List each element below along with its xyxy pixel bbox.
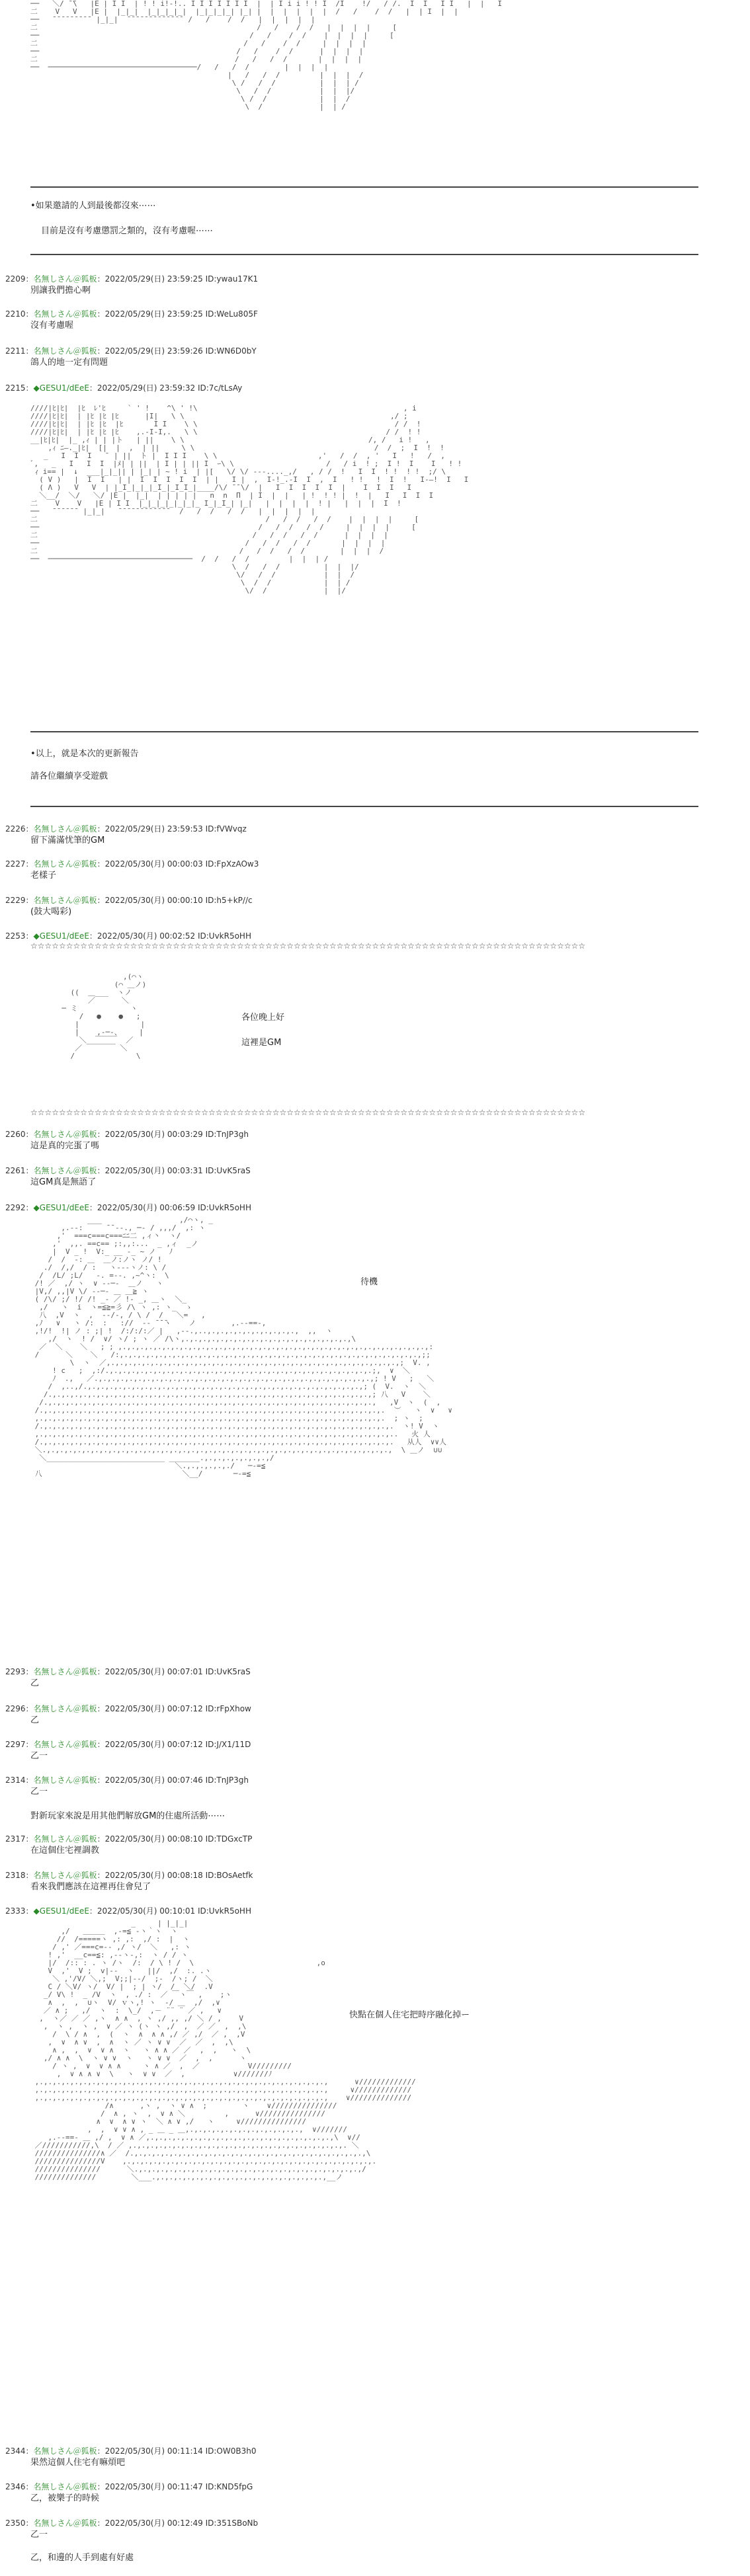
post-number: 2344： bbox=[5, 2446, 34, 2456]
post-header bbox=[5, 1906, 251, 1916]
poster-name[interactable]: 名無しさん＠狐板 bbox=[33, 1704, 97, 1713]
post-meta: ：2022/05/30(月) 00:07:12 ID:J/X1/11D bbox=[97, 1740, 251, 1749]
post-meta: ：2022/05/29(日) 23:59:53 ID:fVWvqz bbox=[97, 824, 247, 834]
post-body-partial: 乙，和邊的人手到處有好處 bbox=[30, 2553, 134, 2563]
post-header bbox=[5, 1130, 249, 1140]
post-number: 2253： bbox=[5, 931, 34, 941]
post-body: 乙，被樂子的時候 bbox=[30, 2493, 100, 2503]
post-header bbox=[5, 859, 259, 869]
divider bbox=[30, 186, 698, 188]
post-number: 2350： bbox=[5, 2518, 34, 2528]
post-meta: ：2022/05/29(日) 23:59:25 ID:WeLu805F bbox=[97, 309, 258, 319]
poster-name[interactable]: 名無しさん＠狐板 bbox=[33, 1740, 97, 1749]
poster-name[interactable]: 名無しさん＠狐板 bbox=[33, 2482, 97, 2491]
post-number: 2211： bbox=[5, 346, 34, 356]
post-header bbox=[5, 346, 257, 356]
post-number: 2314： bbox=[5, 1776, 34, 1785]
poster-name[interactable]: 名無しさん＠狐板 bbox=[33, 896, 97, 905]
post-meta: ：2022/05/30(月) 00:06:59 ID:UvkR5oHH bbox=[89, 1203, 251, 1212]
post-meta: ：2022/05/30(月) 00:03:29 ID:TnJP3gh bbox=[97, 1130, 249, 1139]
note-line: •如果邀請的人到最後都沒來⋯⋯ bbox=[30, 201, 156, 211]
note-line: 目前是沒有考慮懲罰之類的，沒有考慮喔⋯⋯ bbox=[41, 226, 214, 236]
post-number: 2227： bbox=[5, 859, 34, 869]
ascii-art-character-bed: _ | |_|_| ,/ ＿＿＿ ,‐=≦ ‐ヽ｀ヽ ヽ // /=====ヽ ,: ,: ,/ : | ヽ / ,' ／===c=‐‐ ,/ ヽ/ ＼ ,: ヽ ! ,' __c==≦: ,-‐ヽ‐,: ヽ / / ヽ |/ /:: : . ヽ /ヽ /: / \ ! / \ ,o V ,' V ; v|-‐ ヽ ||/ ,/ :. .ヽ ＼ ,'/V/ ＼,; V;;|-‐/ ;- /ヽ; / ＼ C / ＼V/ ヽ/ V/ | ; | ヽ/ / ＼/ .V _/ V\ ! _ /V ヽ , ./ : ／ ￣ヽ￣ , ;ヽ ∧ , , ∪ヽ V/ ｖヽ,! ヽ ‐/ ＿ ,/ ,∨ ／ ∧ ; ,/ ヽ : \_/ ,－ ¨¨ ¨ ／ , ∨ , ヽ／ ／ ／ ,ヽ ∧ ∧ , ヽ ,/ ,, ,/ ＼ / , V , ヽ , ヽ , ∨ ／ ヽ (ヽ ヽ ,/ , ／ ／ , ,\ / \ / ∧ , ( ヽ ∧ ∧ ∧ ,/ ／ ,/ ／ , ,V , ∨ ∧ ∨ , ∧ ヽ ／ ヽ ∨ ∨ ／ ／ , ,\ ∧ , , ∨ ∨ ∧ ヽ ヽ ∧ ∧ ／ ／ , , ヽ \ ,/ ∧ ∧ \ ヽ ∨ ∨ ヽ ヽ ∨ ∨ ／ , , ヽ / ヽ , ∨ ∨ ∧ ∧ ヽ ∧ ／ , ／ V///////// , ∨ ∧ ∧ ∨ \ ヽ ∨ ∨ ／ , ∨///////ﾉ ,.,.,.,.,.,.,.,.,.,.,.,.,.,.,.,.,.,.,.,.,.,.,.,.,.,.,.,.,.,.,.,.,., ∨///////////// ,.,.,.,.,.,.,.,.,.,.,.,.,.,.,.,.,.,.,.,.,.,.,.,.,.,.,.,.,.,.,.,.,., ∨///////////// ,.,.,.,.,.,.,.,.,.,.,.,.,.,.,.,.,.,.,.,.,.,.,.,.,.,.,.,.,.,.,.,.,., ∨////////////// /∧ ,ヽ , ヽ ∨ ∧ ; ヽ ∨/////////////// / ∧ , ヽ , ∨ ∧ ＼ , ∨/////////////// ∧ ∨ ∧ ∨ ヽ ＼ ∧ ∨ ,/ ヽ ∨/////////////// , , ∨ ∨ ∧ , _ ＿ _ ＿,.,.,.,.,.,.,.,.,.,.,.,.,., ∨/////// ,.-‐==- ＿ ,/ , ∨ ∧ ／,.,.,.,.,.,.,.,.,.,.,.,.,.,.,.,.,.,.,.,.,.,\ ∨// ／///////////,\ / ／ ,.,.,.,.,.,.,.,.,.,.,.,.,.,.,.,.,.,.,.,.,.,.,.,.,. ＼ ///////////////∧ ／ /.,.,.,.,.,.,.,.,.,.,.,.,.,.,.,.,.,.,.,.,.,.,.,.,.,.,.,\ ///////////////V ,.,.,.,.,.,.,.,.,.,.,.,.,.,.,.,.,.,.,.,.,.,.,.,.,.,.,.,.,. /////////////// ＼.,.,.,.,.,.,.,.,.,.,.,.,.,.,.,.,.,.,.,.,.,.,.,.,.,.,/ ////////////// ＼___.,.,.,.,.,.,.,.,.,.,.,.,.,.,.,.,.,.,.,.,__ノ bbox=[34, 1919, 416, 2181]
post-number: 2226： bbox=[5, 824, 34, 834]
post-header bbox=[5, 1667, 251, 1677]
poster-name[interactable]: 名無しさん＠狐板 bbox=[33, 309, 97, 319]
post-number: 2215： bbox=[5, 383, 34, 393]
note-line: 請各位繼續享受遊戲 bbox=[30, 771, 108, 781]
greeting-caption: 各位晚上好 bbox=[241, 1013, 285, 1023]
poster-name[interactable]: 名無しさん＠狐板 bbox=[33, 346, 97, 356]
poster-name[interactable]: 名無しさん＠狐板 bbox=[33, 824, 97, 834]
star-border: ☆☆☆☆☆☆☆☆☆☆☆☆☆☆☆☆☆☆☆☆☆☆☆☆☆☆☆☆☆☆☆☆☆☆☆☆☆☆☆☆☆☆☆☆☆☆☆☆☆☆☆☆☆☆☆☆☆☆☆☆☆☆☆☆☆☆☆☆☆☆☆☆☆☆☆☆☆☆ bbox=[30, 1108, 586, 1117]
post-meta: ：2022/05/30(月) 00:08:18 ID:BOsAetfk bbox=[97, 1871, 253, 1880]
post-meta: ：2022/05/30(月) 00:07:46 ID:TnJP3gh bbox=[97, 1776, 249, 1785]
post-body: 看來我們應該在這裡再住會兒了 bbox=[30, 1882, 151, 1892]
waiting-caption: 待機 bbox=[360, 1277, 378, 1287]
post-meta: ：2022/05/30(月) 00:00:03 ID:FpXzAOw3 bbox=[97, 859, 259, 869]
post-header bbox=[5, 1776, 249, 1785]
poster-name[interactable]: 名無しさん＠狐板 bbox=[33, 2518, 97, 2528]
post-meta: ：2022/05/29(日) 23:59:26 ID:WN6D0bY bbox=[97, 346, 257, 356]
post-body: 乙一 bbox=[30, 1751, 48, 1761]
post-number: 2210： bbox=[5, 309, 34, 319]
post-meta: ：2022/05/30(月) 00:07:12 ID:rFpXhow bbox=[97, 1704, 251, 1713]
post-number: 2296： bbox=[5, 1704, 34, 1713]
ascii-art-building: ////|ﾋ|ﾋ| |ﾋ ﾚ'ﾋ ` ' ! ^\ ' !\ , i ////|ﾋ|ﾋ| | |ﾋ |ﾋ |ﾋ |I| \ \ ,/ ; ////|ﾋ|ﾋ| | |ﾋ |ﾋ |ﾋ I I \ \ / / ! ////|ﾋ|ﾋ| | |ﾋ |ﾋ |ﾋ ,.-I-I,. \ \ / / ! ! __|ﾋ|ﾋ| |_ ,ｨ | | |ト | || \ \ /, / i ! , ,ｨ ﾆ―._|ﾋ| [| | , | || \ \ / / ; I ! ! _ I I I ˉ | || ト | I I I \ \ ,' / / , ' I ! / , ﾞ, _ I I I |ﾒ| | || | I | | || I ｰ\ \ / / i ! ; I ! I I ! ! ｨ i== | ↓ ___|_|_|| | |_| | ~ ! i | |[ \/ \/ ---...._,/ , / / ! I I ! ! ! ! ;/ \ ( V ) | I I | | I I I I I | | I | , I-!_.-I I , I ! ! ! I ! I-—! I I ( Λ ) V V | |_I_|_|_|_I_|_I_I_|____/\/ ̄ ̄ \/ | I I I I I | I I I I ＼__/ ＼/ ＼/ |E | |_| | | | | | n n Π | I | | | ! ! ! | ! | I I I I 二 V V |E | I I |_|_|_|_|_|_|_ I_|_I_| |_| | | | | ! | | | | I ! ── ̄ ̄ ̄ ̄ ̄ ̄ |_|_| ̄ ̄ ̄ ̄ ̄ ̄ ̄ ̄ ̄ ̄ ̄ ̄ / / / / / | | | | | 二 / / / / / | | | | [ ── / / / / / | | | | [ 二 / / / / / | | | | ── / / / / / | | | | 二 / / / / / | | | / ── ───────────────────────────────── / / / / | | | / \ / / / | | |/ \/ / / | | / \ / / | | / \/ / | |/ bbox=[30, 404, 469, 595]
post-header bbox=[5, 1203, 251, 1213]
poster-name[interactable]: 名無しさん＠狐板 bbox=[33, 1871, 97, 1880]
post-number: 2260： bbox=[5, 1130, 34, 1139]
fast-caption: 快點在個人住宅把時序融化掉ー bbox=[349, 2010, 470, 2020]
post-header bbox=[5, 896, 253, 906]
post-body-extra: 對新玩家來說是用其他們解放GM的住處所活動⋯⋯ bbox=[30, 1811, 226, 1821]
post-body: 留下滿滿忧筆的GM bbox=[30, 836, 105, 845]
post-number: 2293： bbox=[5, 1667, 34, 1676]
post-number: 2209： bbox=[5, 274, 34, 284]
post-body: 乙一 bbox=[30, 1787, 48, 1797]
ascii-art-building-top: ── ＼/ ̄ ̄\ |E | I I | ! ! i!-!.. I I I I I I I | | I i i ! ! I /I !/ / /. I I I I | | I 二 V V |E | |_|_| |_|_|_|_| |_|_|_|_| |_| | | | | | | / / / / | | I | | ── ̄ ̄ ̄ ̄ ̄ ̄ ̄ ̄ ̄ |_|_| ̄ ̄ ̄ ̄ ̄ ̄ ̄ ̄ ̄ ̄ ̄ ̄ ̄ / / / / | | | | | 二 / / / / | | | | [ ── / / / / | | | | [ 二 / / / / | | | | ── / / / / | | | | 二 / / / / | | | | ── ──────────────────────────────────/ / / / | | | | | / / / | | | / \ / / / | | | / \ / / | | |/ \ / / | | / \ / | | / bbox=[30, 0, 502, 111]
post-meta: ：2022/05/30(月) 00:11:47 ID:KND5fpG bbox=[97, 2482, 253, 2491]
post-body: 這是真的完蛋了嗎 bbox=[30, 1141, 100, 1151]
poster-trip[interactable]: ◆GESU1/dEeE bbox=[33, 1203, 89, 1212]
poster-name[interactable]: 名無しさん＠狐板 bbox=[33, 2446, 97, 2456]
poster-name[interactable]: 名無しさん＠狐板 bbox=[33, 1667, 97, 1676]
post-body: 果然這個人住宅有嘛煩吧 bbox=[30, 2458, 126, 2468]
post-meta: ：2022/05/29(日) 23:59:25 ID:ywau17K1 bbox=[97, 274, 259, 284]
post-meta: ：2022/05/30(月) 00:12:49 ID:351SBoNb bbox=[97, 2518, 259, 2528]
poster-trip[interactable]: ◆GESU1/dEeE bbox=[33, 383, 89, 393]
post-body: 別讓我們擔心啊 bbox=[30, 286, 91, 295]
poster-name[interactable]: 名無しさん＠狐板 bbox=[33, 1130, 97, 1139]
post-body: 鴿人的地一定有問題 bbox=[30, 358, 108, 368]
post-meta: ：2022/05/30(月) 00:00:10 ID:h5+kP//c bbox=[97, 896, 253, 905]
post-header bbox=[5, 2518, 258, 2528]
post-body: (鼓大喝彩) bbox=[30, 907, 72, 917]
post-number: 2292： bbox=[5, 1203, 34, 1212]
post-header bbox=[5, 1166, 251, 1176]
divider bbox=[30, 254, 698, 255]
poster-trip[interactable]: ◆GESU1/dEeE bbox=[33, 1906, 89, 1916]
post-header bbox=[5, 274, 258, 284]
post-header bbox=[5, 931, 251, 941]
poster-name[interactable]: 名無しさん＠狐板 bbox=[33, 274, 97, 284]
star-border: ☆☆☆☆☆☆☆☆☆☆☆☆☆☆☆☆☆☆☆☆☆☆☆☆☆☆☆☆☆☆☆☆☆☆☆☆☆☆☆☆☆☆☆☆☆☆☆☆☆☆☆☆☆☆☆☆☆☆☆☆☆☆☆☆☆☆☆☆☆☆☆☆☆☆☆☆☆☆ bbox=[30, 941, 586, 951]
post-number: 2297： bbox=[5, 1740, 34, 1749]
post-header bbox=[5, 1704, 251, 1714]
post-body: 這GM真是無語了 bbox=[30, 1177, 97, 1187]
post-meta: ：2022/05/30(月) 00:03:31 ID:UvK5raS bbox=[97, 1166, 251, 1175]
poster-trip[interactable]: ◆GESU1/dEeE bbox=[33, 931, 89, 941]
poster-name[interactable]: 名無しさん＠狐板 bbox=[33, 1776, 97, 1785]
post-number: 2333： bbox=[5, 1906, 34, 1916]
post-meta: ：2022/05/30(月) 00:08:10 ID:TDGxcTP bbox=[97, 1834, 253, 1844]
divider bbox=[30, 731, 698, 732]
post-header bbox=[5, 1834, 252, 1844]
post-header bbox=[5, 1740, 251, 1750]
poster-name[interactable]: 名無しさん＠狐板 bbox=[33, 1834, 97, 1844]
post-body: 乙 bbox=[30, 1715, 40, 1725]
poster-name[interactable]: 名無しさん＠狐板 bbox=[33, 1166, 97, 1175]
divider bbox=[30, 806, 698, 807]
post-number: 2346： bbox=[5, 2482, 34, 2491]
post-header bbox=[5, 2482, 253, 2492]
greeting-caption: 這裡是GM bbox=[241, 1038, 282, 1048]
post-header bbox=[5, 824, 247, 834]
post-body: 沒有考慮喔 bbox=[30, 321, 74, 331]
ascii-art-face: ,(⌒ヽ (⌒ ＿ノ) (( ＿___ ヽノ ／ ＼ ─ ミ ヽ / ● ● ; | | | ,-─‐、 | ＼ ￣￣￣ ／ ／ ￣￣￣￣ ＼ / \ bbox=[62, 972, 147, 1060]
poster-name[interactable]: 名無しさん＠狐板 bbox=[33, 859, 97, 869]
post-number: 2318： bbox=[5, 1871, 34, 1880]
post-header bbox=[5, 383, 242, 393]
post-header bbox=[5, 1871, 253, 1881]
note-line: •以上，就是本次的更新報告 bbox=[30, 749, 139, 759]
post-header bbox=[5, 309, 258, 319]
post-meta: ：2022/05/30(月) 00:02:52 ID:UvkR5oHH bbox=[89, 931, 251, 941]
post-number: 2261： bbox=[5, 1166, 34, 1175]
post-meta: ：2022/05/30(月) 00:10:01 ID:UvkR5oHH bbox=[89, 1906, 251, 1916]
post-number: 2317： bbox=[5, 1834, 34, 1844]
post-number: 2229： bbox=[5, 896, 34, 905]
post-body: 乙 bbox=[30, 1678, 40, 1688]
post-meta: ：2022/05/29(日) 23:59:32 ID:7c/tLsAy bbox=[89, 383, 243, 393]
post-meta: ：2022/05/30(月) 00:11:14 ID:OW0B3h0 bbox=[97, 2446, 257, 2456]
post-meta: ：2022/05/30(月) 00:07:01 ID:UvK5raS bbox=[97, 1667, 251, 1676]
post-header bbox=[5, 2446, 257, 2456]
ascii-art-character-lying: ,/⌒ヽ, _ ,.-‐: ￣￣ ̄ ̄ ‐-., ─- / ,,,/ ,: ヽ ,' ===c===c===ﾆﾆ二 ,ィ丶 ヽ/ ,' ,,. ==c== ;:,,:... _ ,ィ _ノ | V _ ! V:_ __ -_ ~ ノ ﾉ / / ‐: ＿ ＿ノ:ノヽ ノ/ ! ./ /,/ / : ヽ--‐ヽノ: \ / / /L/ ;L/ ‐. =‐-. ,~^ヽ: \ /! ／ ,/ ヽ ∨ ‐-─‐ ＿ノ ヽ |V,/ ,,|V \/ ‐-─- ＿ ＿≧ ヽ ( /\/ ;/ !/ /! _- ／ !‐ _, ＿ヽ ＼_ ,/ ヽ i ヽ=≦≧=彡 /\ ヽ ,: ヽ_ ゝ 八 ,V ヽ , ‐-/-, / \ / / ＼= , ,ﾉ ∨ ヽ /: : :// -‐ ̄ ̄ ̄ヽ ノ ,.-‐==-, ,!/! !| ノ : ;| ! /:/:/:／ | ,-‐.,..,.,.,.,.,.,.,.,.,.,., ,, ヽ ,/ ヽ ! / ∨/ ヽ/ ; ヽ ／ /\ヽ,.,.,.,.,.,.,.,.,.,.,.,.,.,.,.,.,.,.,.,\ ／ ＼ ＼ ; ; ,.,.,.,.,.,.,.,.,.,.,.,.,.,.,.,.,.,.,.,.,.,.,.,.,.,.,.,.,.,.,.,.,.,.,.,: / ＼ ＼ /:,.,.,.,.,.,.,.,.,.,.,.,.,.,.,.,.,.,.,.,.,.,.,.,.,.,.,.,.,.,.,.,.,.,.,;; \ ヽ ／,.,.,.,.,.,.,.,.,.,.,.,.,.,.,.,.,.,.,.,.,.,.,.,.,.,.,.,.,.,.,.,.,.,; V. , ! c ; ,:/.,.,.,.,.,.,.,.,.,.,.,.,.,.,.,.,.,.,.,.,.,.,.,.,.,.,.,.,.,.,.;, ∨ ＼ ﾉ ., ／.,.,.,.,.,.,.,.,.,.,.,.,.,.,.,.,.,.,.,.,.,.,.,.,.,.,.,.,.,.,.,.,; ! V ; ＼ / ,..,/.,.,.,.,.,.,.,.,.,.,.,.,.,.,.,.,.,.,.,.,.,.,.,.,.,.,.,.,.,.,.,.,; ( V. ヽ ＼ /.,.,.,.,.,.,.,.,.,.,.,.,.,.,.,.,.,.,.,.,.,.,.,.,.,.,.,.,.,.,.,.,.,.,.,.,.,; 八 V ＼ /.,.,.,.,.,.,.,.,.,.,.,.,.,.,.,.,.,.,.,.,.,.,.,.,.,.,.,.,.,.,.,.,.,.,.,.,.,., ,V ヽ ( , /.,.,.,.,.,.,.,.,.,.,.,.,.,.,.,.,.,.,.,.,.,.,.,.,.,.,.,.,.,.,.,.,.,.,.,.,.,.,.,. ︶ ヽ ∨ ∨ ,.,.,.,.,.,.,.,.,.,.,.,.,.,.,.,.,.,.,.,.,.,.,.,.,.,.,.,.,.,.,.,.,.,.,.,.,.,.,.,. ; ヽ ; /.,.,.,.,.,.,.,.,.,.,.,.,.,.,.,.,.,.,.,.,.,.,.,.,.,.,.,.,.,.,.,.,.,.,.,.,.,.,.,.,. ヽ! V ヽ ,.,.,.,.,.,.,.,.,.,.,.,.,.,.,.,.,.,.,.,.,.,.,.,.,.,.,.,.,.,.,.,.,.,.,.,.,.,.,.,.,.. 火 人 /.,.,.,.,.,.,.,.,.,.,.,.,.,.,.,.,.,.,.,.,.,.,.,.,.,.,.,.,.,.,.,.,.,.,.,.,.,.,.,.,. 从人 ∨∨人 ＼.,.,.,.,.,.,.,.,.,.,.,.,.,.,.,.,.,.,.,.,.,.,.,.,.,.,.,.,.,.,.,.,.,.,.,.,.,.,.,., \ ＿ノ ∪∪ ＼___________________________ _______.,.,.,.,.,.,.,.,/ ＼.,.,.,.,.,./ ─‐=≦ 八 ＼__/ ─‐=≦ bbox=[34, 1216, 452, 1478]
post-body: 老樣子 bbox=[30, 871, 57, 880]
post-body: 乙一 bbox=[30, 2530, 48, 2540]
post-body: 在這個住宅裡調教 bbox=[30, 1846, 100, 1855]
